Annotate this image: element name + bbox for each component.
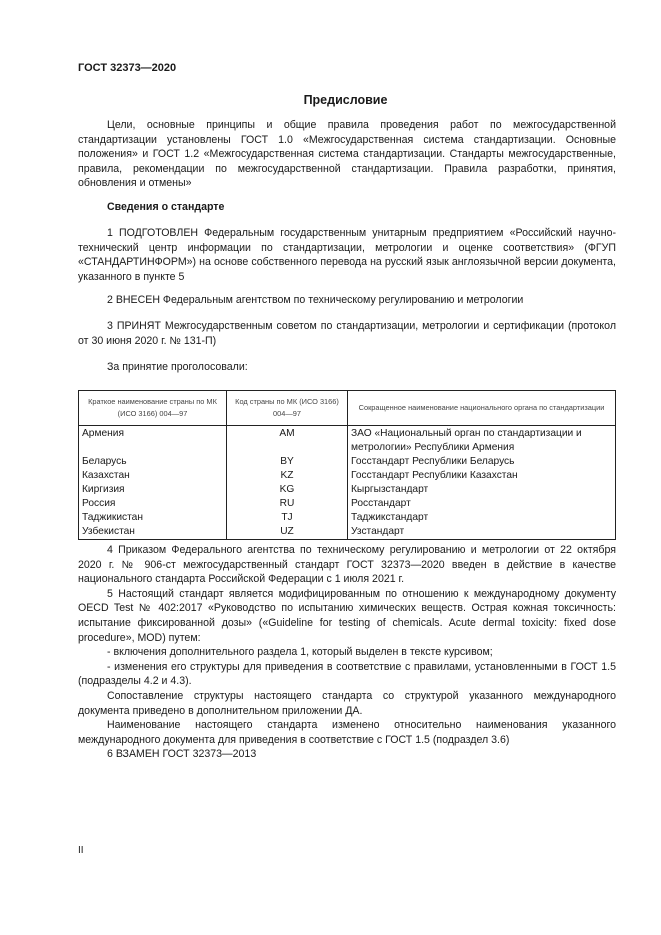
- page-number: II: [78, 845, 84, 856]
- table-row: [79, 511, 616, 525]
- table-row: [79, 525, 616, 540]
- cell-country: Казахстан: [79, 469, 227, 483]
- item-2: 2 ВНЕСЕН Федеральным агентством по техническому регулированию и метрологии: [107, 294, 524, 306]
- table-header-country: Краткое наименование страны по МК (ИСО 3166) 004—97: [79, 391, 227, 426]
- cell-country: Беларусь: [79, 455, 227, 469]
- item-4: 4 Приказом Федерального агентства по техническому регулированию и метрологии от 22 октября 2020 г. № 906-ст межгосударственный стандарт ГОСТ 32373—2020 введен в действие в качестве национального стандарта Российской Федерации с 1 июля 2021 г.: [78, 544, 616, 586]
- item-5-comparison: Сопоставление структуры настоящего стандарта со структурой указанного международного документа приведено в дополнительном приложении ДА.: [78, 689, 616, 717]
- item-5-bullet-2: - изменения его структуры для приведения в соответствие с правилами, установленными в ГОСТ 1.5 (подразделы 4.2 и 4.3).: [78, 660, 616, 688]
- items-4-6: [78, 543, 616, 762]
- table-row: [79, 426, 616, 456]
- voting-table: [78, 390, 616, 540]
- table-row: [79, 455, 616, 469]
- table-row: [79, 469, 616, 483]
- cell-country: Армения: [79, 426, 227, 456]
- cell-body: Кыргызстандарт: [348, 483, 616, 497]
- cell-code: BY: [227, 455, 348, 469]
- cell-code: KZ: [227, 469, 348, 483]
- cell-country: Киргизия: [79, 483, 227, 497]
- item-5-bullet-1: - включения дополнительного раздела 1, который выделен в тексте курсивом;: [107, 646, 493, 659]
- voted-label: За принятие проголосовали:: [107, 361, 248, 373]
- cell-country: Узбекистан: [79, 525, 227, 540]
- cell-code: TJ: [227, 511, 348, 525]
- page-title: Предисловие: [303, 93, 388, 107]
- table-row: [79, 497, 616, 511]
- item-5-name-note: Наименование настоящего стандарта изменено относительно наименования указанного международного документа для приведения в соответствие с ГОСТ 1.5 (подраздел 3.6): [78, 719, 616, 746]
- item-5: 5 Настоящий стандарт является модифицированным по отношению к международному документу OECD Test № 402:2017 «Руководство по испытанию химических веществ. Острая кожная токсичность: испытание фиксированной дозы» («Guideline for testing of chemicals. Acute dermal toxicity: fixed dose procedure», MOD) путем:: [78, 587, 616, 644]
- cell-body: Узстандарт: [348, 525, 616, 540]
- table-header-body: Сокращенное наименование национального органа по стандартизации: [348, 391, 616, 426]
- table-header-code: Код страны по МК (ИСО 3166) 004—97: [227, 391, 348, 426]
- intro-paragraph: Цели, основные принципы и общие правила проведения работ по межгосударственной стандартизации установлены ГОСТ 1.0 «Межгосударственная система стандартизации. Основные положения» и ГОСТ 1.2 «Межгосударственная система стандартизации. Стандарты межгосударственные, правила, рекомендации по межгосударственной стандартизации. Правила разработки, принятия, обновления и отмены»: [78, 119, 616, 190]
- cell-body: Таджикстандарт: [348, 511, 616, 525]
- cell-code: UZ: [227, 525, 348, 540]
- document-header: ГОСТ 32373—2020: [78, 62, 177, 74]
- info-heading: Сведения о стандарте: [107, 201, 225, 213]
- table-row: [79, 483, 616, 497]
- cell-code: AM: [227, 426, 348, 456]
- cell-body: Росстандарт: [348, 497, 616, 511]
- item-1: 1 ПОДГОТОВЛЕН Федеральным государственным унитарным предприятием «Российский научно-технический центр информации по стандартизации, метрологии и оценке соответствия» (ФГУП «СТАНДАРТИНФОРМ») на основе собственного перевода на русский язык англоязычной версии документа, указанного в пункте 5: [78, 227, 616, 283]
- item-3: 3 ПРИНЯТ Межгосударственным советом по стандартизации, метрологии и сертификации (протокол от 30 июня 2020 г. № 131-П): [78, 320, 616, 347]
- cell-country: Таджикистан: [79, 511, 227, 525]
- item-6: 6 ВЗАМЕН ГОСТ 32373—2013: [107, 748, 257, 761]
- cell-body: Госстандарт Республики Беларусь: [348, 455, 616, 469]
- cell-body: ЗАО «Национальный орган по стандартизации и метрологии» Республики Армения: [348, 426, 616, 456]
- cell-body: Госстандарт Республики Казахстан: [348, 469, 616, 483]
- cell-code: KG: [227, 483, 348, 497]
- cell-country: Россия: [79, 497, 227, 511]
- cell-code: RU: [227, 497, 348, 511]
